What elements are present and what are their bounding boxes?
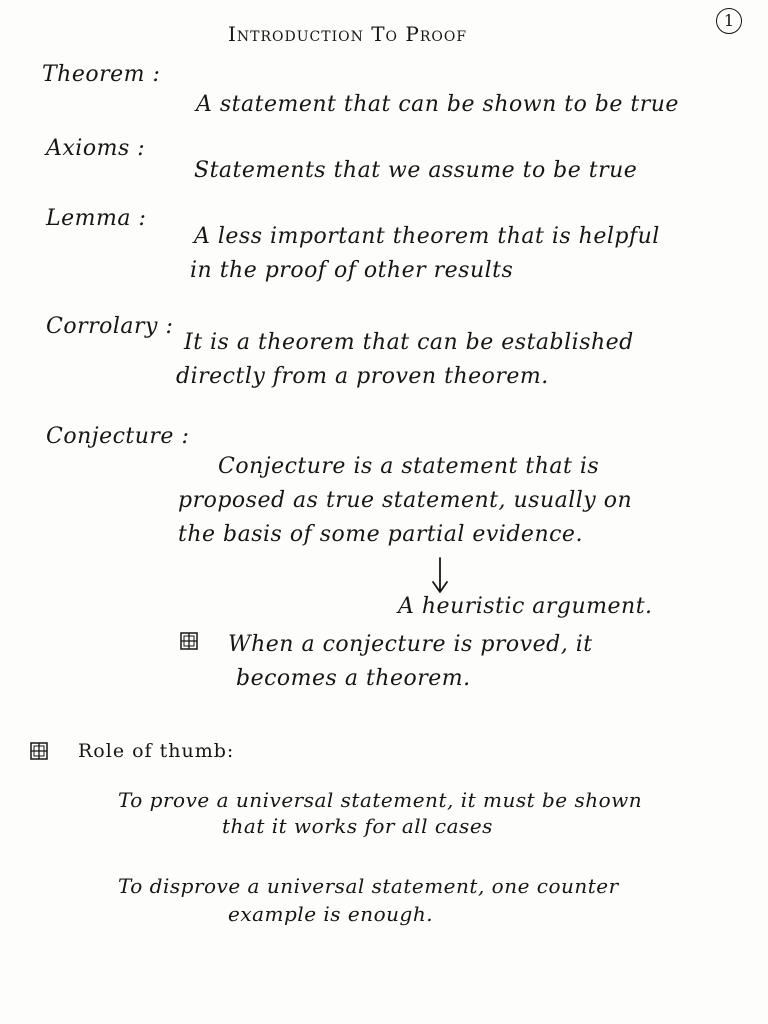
definition-corollary-line2: directly from a proven theorem. — [176, 364, 549, 389]
term-corollary: Corrolary : — [46, 314, 174, 339]
page-number: 1 — [716, 8, 742, 34]
rule2-line2: example is enough. — [228, 902, 434, 926]
page-title: Introduction To Proof — [228, 22, 468, 46]
definition-conjecture-line1: Conjecture is a statement that is — [218, 454, 600, 479]
definition-corollary-line1: It is a theorem that can be established — [184, 330, 634, 355]
definition-lemma-line1: A less important theorem that is helpful — [194, 224, 660, 249]
definition-lemma-line2: in the proof of other results — [190, 258, 514, 283]
rule1-line1: To prove a universal statement, it must be shown — [118, 788, 643, 812]
rule1-line2: that it works for all cases — [222, 814, 493, 838]
conjecture-note-line2: becomes a theorem. — [236, 666, 471, 691]
term-lemma: Lemma : — [46, 206, 147, 231]
definition-theorem: A statement that can be shown to be true — [196, 92, 679, 117]
term-conjecture: Conjecture : — [46, 424, 190, 449]
rule2-line1: To disprove a universal statement, one counter — [118, 874, 619, 898]
definition-axioms: Statements that we assume to be true — [194, 158, 638, 183]
definition-conjecture-line2: proposed as true statement, usually on — [178, 488, 633, 513]
conjecture-note-line1: When a conjecture is proved, it — [228, 632, 593, 657]
definition-conjecture-line3: the basis of some partial evidence. — [178, 522, 583, 547]
rule-of-thumb-heading: Role of thumb: — [78, 740, 235, 762]
conjecture-arrow-note: A heuristic argument. — [398, 594, 653, 619]
boxed-bullet-icon — [180, 632, 198, 650]
boxed-bullet-icon — [30, 742, 48, 760]
term-theorem: Theorem : — [42, 62, 161, 87]
term-axioms: Axioms : — [46, 136, 146, 161]
down-arrow-icon — [430, 556, 450, 596]
